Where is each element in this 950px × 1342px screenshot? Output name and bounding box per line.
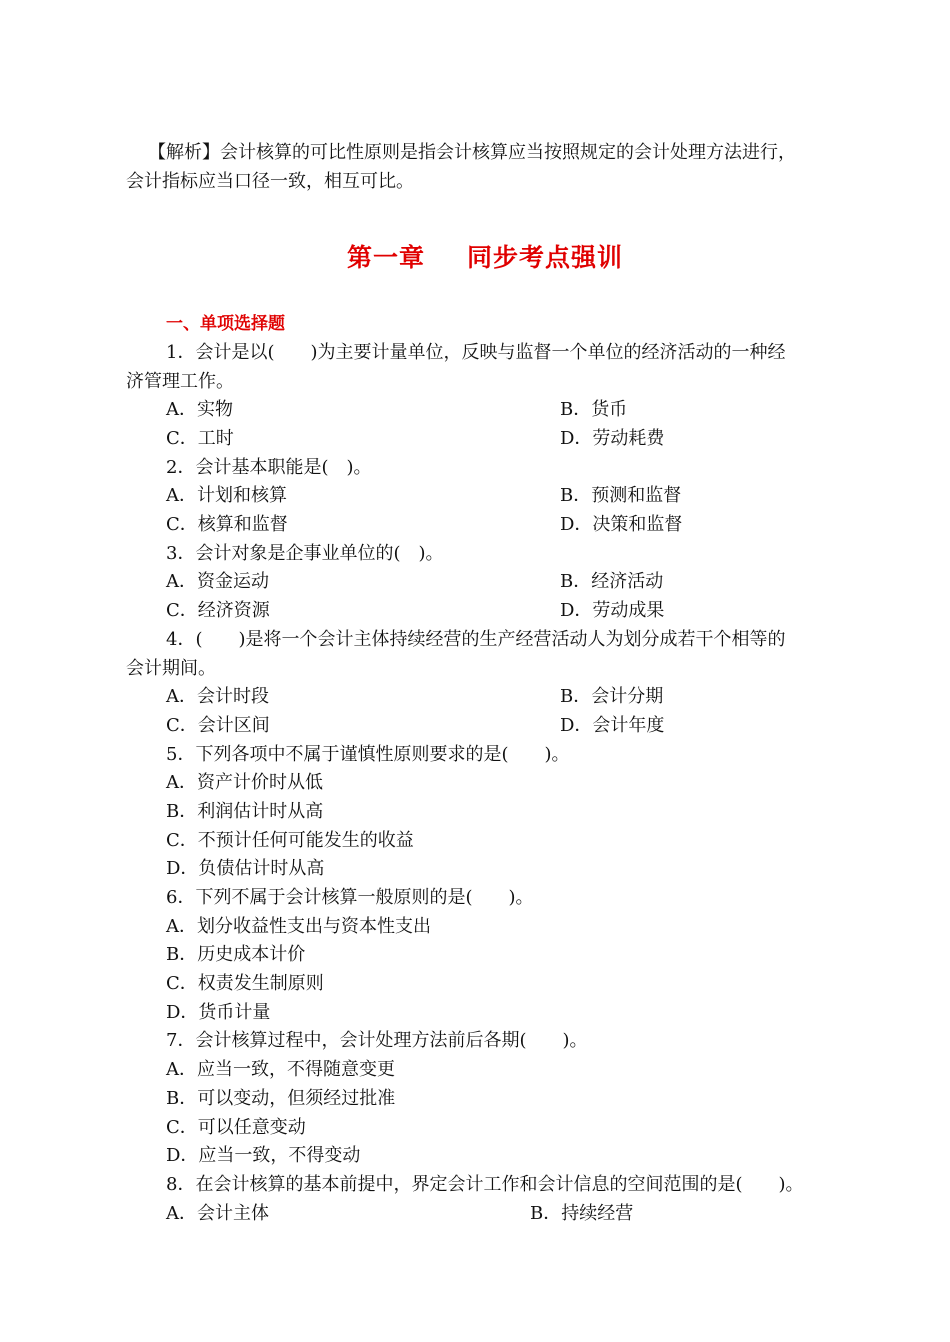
question-5-option-b: B．利润估计时从高 bbox=[166, 801, 324, 822]
question-3-option-a: A．资金运动 bbox=[166, 571, 269, 592]
question-7-option-d: D．应当一致，不得变动 bbox=[166, 1145, 361, 1166]
question-1-stem-line-2: 济管理工作。 bbox=[126, 371, 234, 392]
question-6-stem: 6．下列不属于会计核算一般原则的是( )。 bbox=[166, 887, 534, 908]
question-8-stem: 8．在会计核算的基本前提中，界定会计工作和会计信息的空间范围的是( )。 bbox=[166, 1174, 804, 1195]
question-7-option-b: B．可以变动，但须经过批准 bbox=[166, 1088, 396, 1109]
question-3-option-c: C．经济资源 bbox=[166, 600, 270, 621]
question-6-option-c: C．权责发生制原则 bbox=[166, 973, 324, 994]
question-7-option-c: C．可以任意变动 bbox=[166, 1117, 306, 1138]
question-2-option-a: A．计划和核算 bbox=[166, 485, 287, 506]
question-3-option-d: D．劳动成果 bbox=[560, 600, 665, 621]
question-5-stem: 5．下列各项中不属于谨慎性原则要求的是( )。 bbox=[166, 744, 570, 765]
question-5-option-c: C．不预计任何可能发生的收益 bbox=[166, 830, 414, 851]
question-4-stem-line-1: 4．( )是将一个会计主体持续经营的生产经营活动人为划分成若干个相等的 bbox=[166, 629, 786, 650]
question-2-option-b: B．预测和监督 bbox=[560, 485, 682, 506]
question-6-option-d: D．货币计量 bbox=[166, 1002, 271, 1023]
section-title: 一、单项选择题 bbox=[166, 314, 285, 334]
question-4-option-b: B．会计分期 bbox=[560, 686, 664, 707]
question-1-option-b: B．货币 bbox=[560, 399, 628, 420]
question-2-option-c: C．核算和监督 bbox=[166, 514, 288, 535]
question-1-stem-line-1: 1．会计是以( )为主要计量单位，反映与监督一个单位的经济活动的一种经 bbox=[166, 342, 786, 363]
question-4-stem-line-2: 会计期间。 bbox=[126, 658, 216, 679]
question-3-option-b: B．经济活动 bbox=[560, 571, 664, 592]
question-2-option-d: D．决策和监督 bbox=[560, 514, 683, 535]
question-4-option-a: A．会计时段 bbox=[166, 686, 269, 707]
question-5-option-a: A．资产计价时从低 bbox=[166, 772, 323, 793]
question-1-option-c: C．工时 bbox=[166, 428, 234, 449]
question-7-stem: 7．会计核算过程中，会计处理方法前后各期( )。 bbox=[166, 1030, 588, 1051]
question-6-option-a: A．划分收益性支出与资本性支出 bbox=[166, 916, 431, 937]
question-8-option-a: A．会计主体 bbox=[166, 1203, 269, 1224]
question-4-option-c: C．会计区间 bbox=[166, 715, 270, 736]
question-3-stem: 3．会计对象是企事业单位的( )。 bbox=[166, 543, 444, 564]
chapter-number: 第一章 bbox=[346, 243, 425, 272]
question-5-option-d: D．负债估计时从高 bbox=[166, 858, 325, 879]
chapter-name: 同步考点强训 bbox=[467, 243, 624, 272]
question-1-option-d: D．劳动耗费 bbox=[560, 428, 665, 449]
chapter-title bbox=[0, 238, 950, 274]
question-8-option-b: B．持续经营 bbox=[530, 1203, 634, 1224]
question-2-stem: 2．会计基本职能是( )。 bbox=[166, 457, 372, 478]
analysis-line-1: 【解析】会计核算的可比性原则是指会计核算应当按照规定的会计处理方法进行， bbox=[148, 142, 796, 163]
question-1-option-a: A．实物 bbox=[166, 399, 233, 420]
analysis-line-2: 会计指标应当口径一致，相互可比。 bbox=[126, 171, 414, 192]
question-7-option-a: A．应当一致，不得随意变更 bbox=[166, 1059, 395, 1080]
question-6-option-b: B．历史成本计价 bbox=[166, 944, 306, 965]
question-4-option-d: D．会计年度 bbox=[560, 715, 665, 736]
